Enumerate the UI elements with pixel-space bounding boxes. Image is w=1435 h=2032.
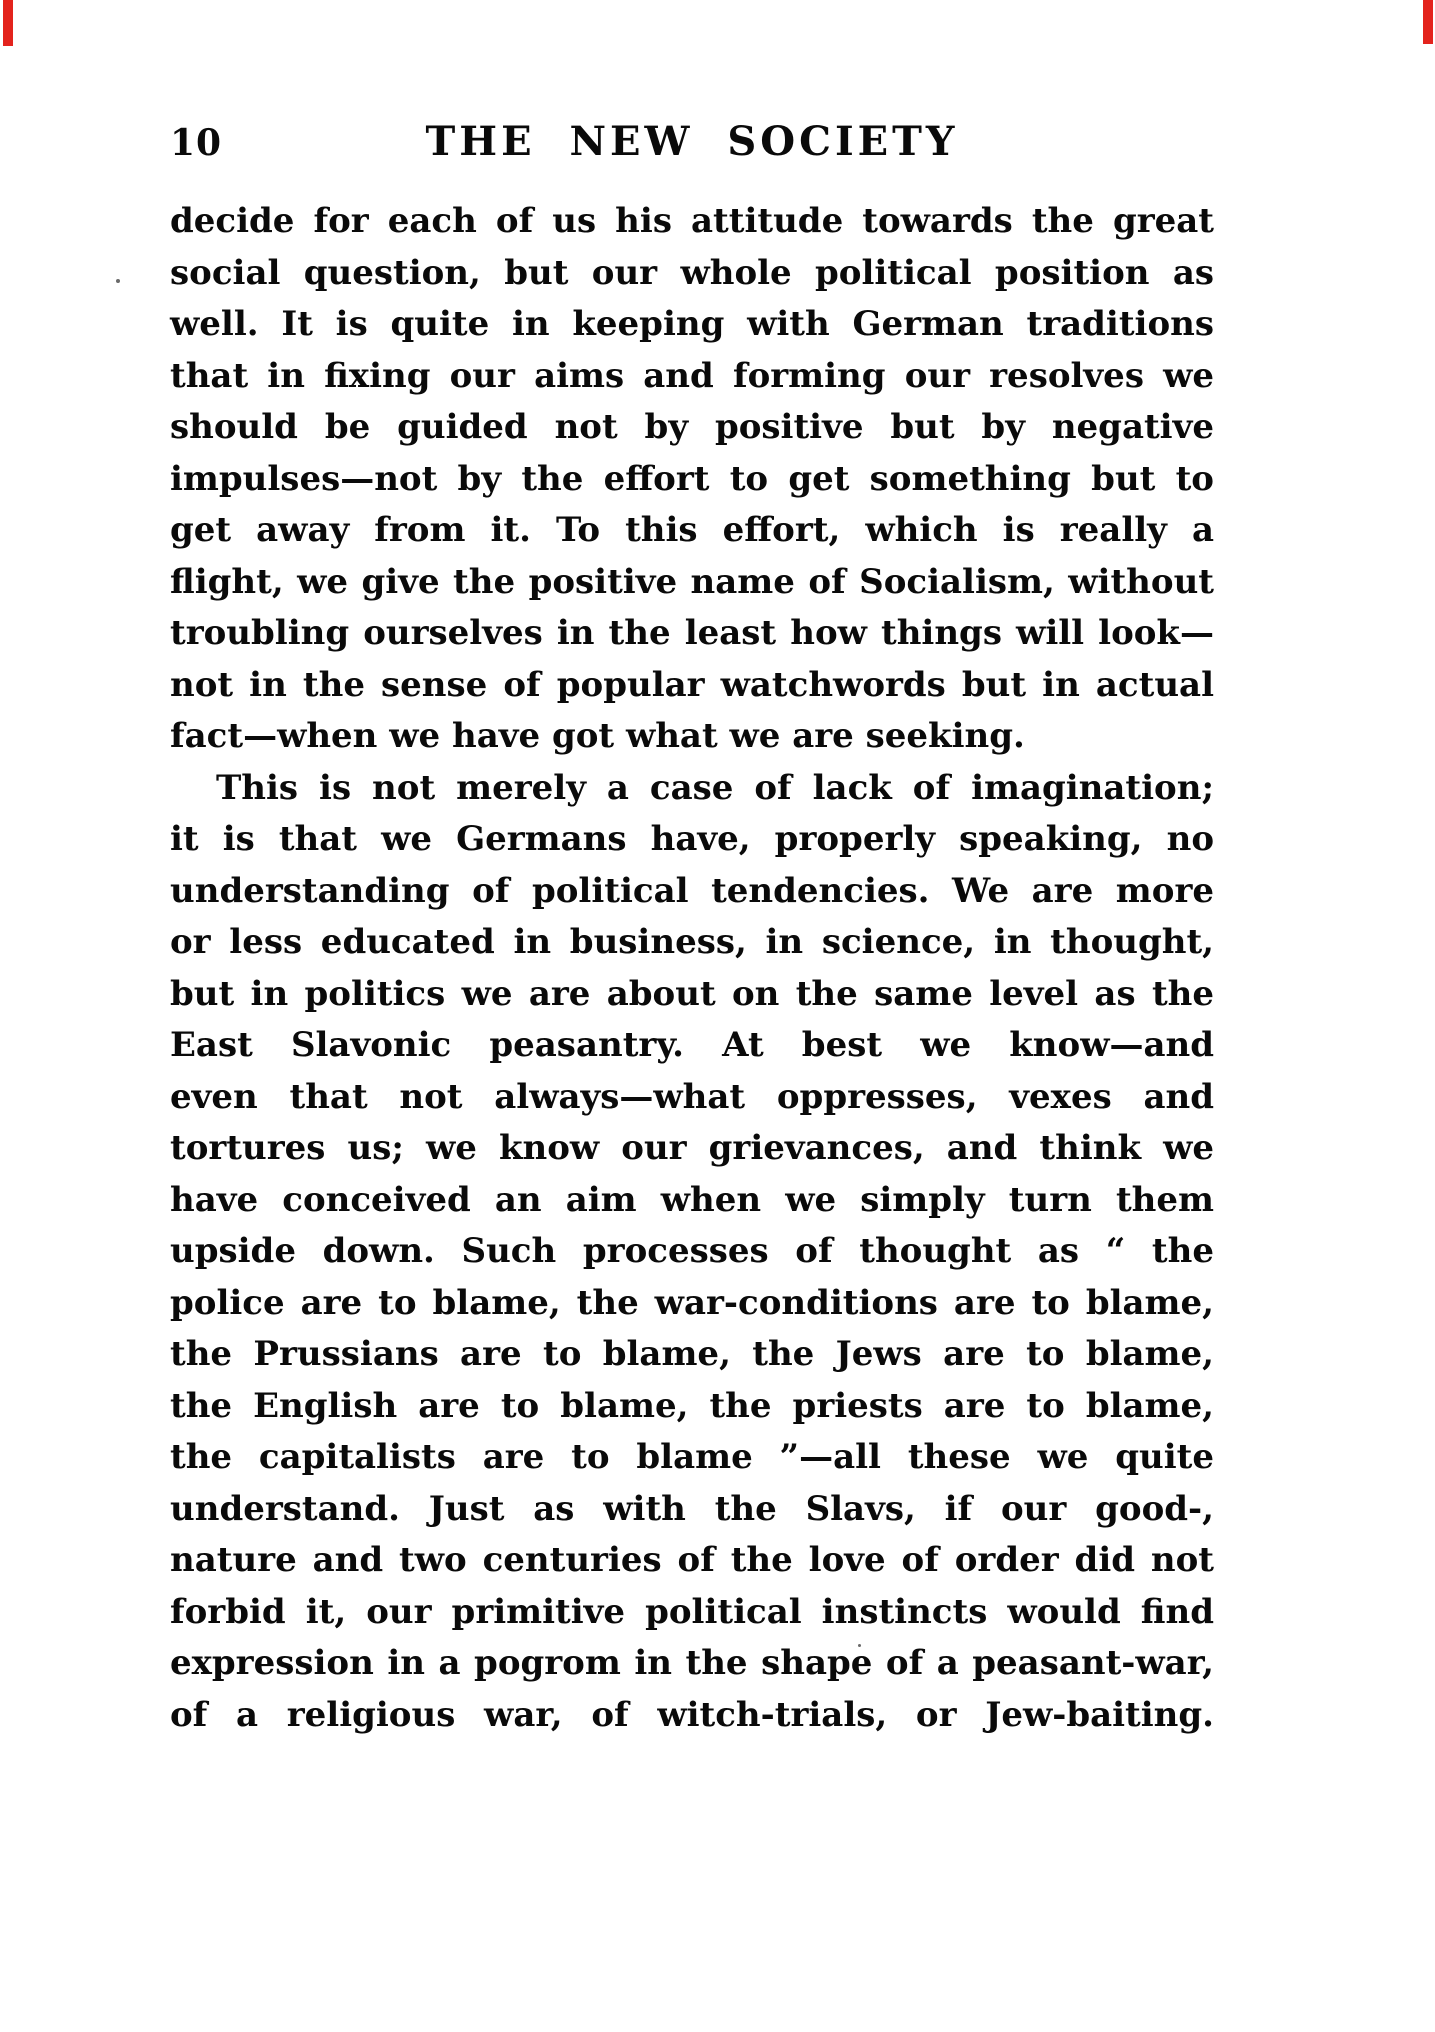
text-line: forbid it, our primitive political instincts would find (170, 1591, 1214, 1632)
text-line: should be guided not by positive but by negative (170, 407, 1214, 447)
red-scan-mark-left (3, 0, 13, 46)
text-line: but in politics we are about on the same level as the (170, 973, 1214, 1014)
text-line: decide for each of us his attitude towards the great (170, 201, 1214, 241)
text-line: not in the sense of popular watchwords but in actual (170, 664, 1214, 705)
page-number: 10 (170, 122, 223, 164)
text-line: This is not merely a case of lack of imagination; (216, 767, 1214, 808)
page-header (170, 118, 1214, 168)
text-line: of a religious war, of witch-trials, or Jew-baiting. (170, 1694, 1214, 1735)
text-line: police are to blame, the war-conditions are to blame, (170, 1282, 1214, 1323)
text-line: the capitalists are to blame ”—all these we quite (170, 1437, 1214, 1477)
text-line: expression in a pogrom in the shape of a peasant-war, (170, 1643, 1214, 1683)
text-line: it is that we Germans have, properly speaking, no (170, 819, 1214, 859)
text-line: or less educated in business, in science, in thought, (170, 922, 1214, 962)
text-line: well. It is quite in keeping with German traditions (170, 304, 1214, 344)
text-line: flight, we give the positive name of Socialism, without (170, 561, 1214, 602)
red-scan-mark-right (1423, 0, 1433, 44)
text-line: social question, but our whole political position as (170, 252, 1214, 293)
body-text (170, 196, 1214, 1741)
text-line: nature and two centuries of the love of order did not (170, 1540, 1214, 1580)
text-line: the English are to blame, the priests are to blame, (170, 1385, 1214, 1426)
text-line: the Prussians are to blame, the Jews are to blame, (170, 1334, 1214, 1374)
text-line: upside down. Such processes of thought as “ the (170, 1231, 1214, 1271)
text-line: understand. Just as with the Slavs, if our good-, (170, 1488, 1214, 1529)
text-line: troubling ourselves in the least how things will look— (170, 613, 1214, 653)
text-line: that in fixing our aims and forming our resolves we (170, 355, 1214, 396)
text-line: tortures us; we know our grievances, and think we (170, 1128, 1214, 1168)
running-title: THE NEW SOCIETY (425, 118, 959, 165)
ink-speck (116, 279, 120, 283)
text-line: get away from it. To this effort, which is really a (170, 510, 1214, 550)
text-line: even that not always—what oppresses, vexes and (170, 1076, 1214, 1117)
text-line: East Slavonic peasantry. At best we know—and (170, 1025, 1214, 1065)
text-line: impulses—not by the effort to get something but to (170, 458, 1214, 499)
text-line: fact—when we have got what we are seeking. (170, 716, 1025, 756)
text-line: have conceived an aim when we simply turn them (170, 1179, 1214, 1220)
text-line: understanding of political tendencies. We are more (170, 870, 1214, 911)
